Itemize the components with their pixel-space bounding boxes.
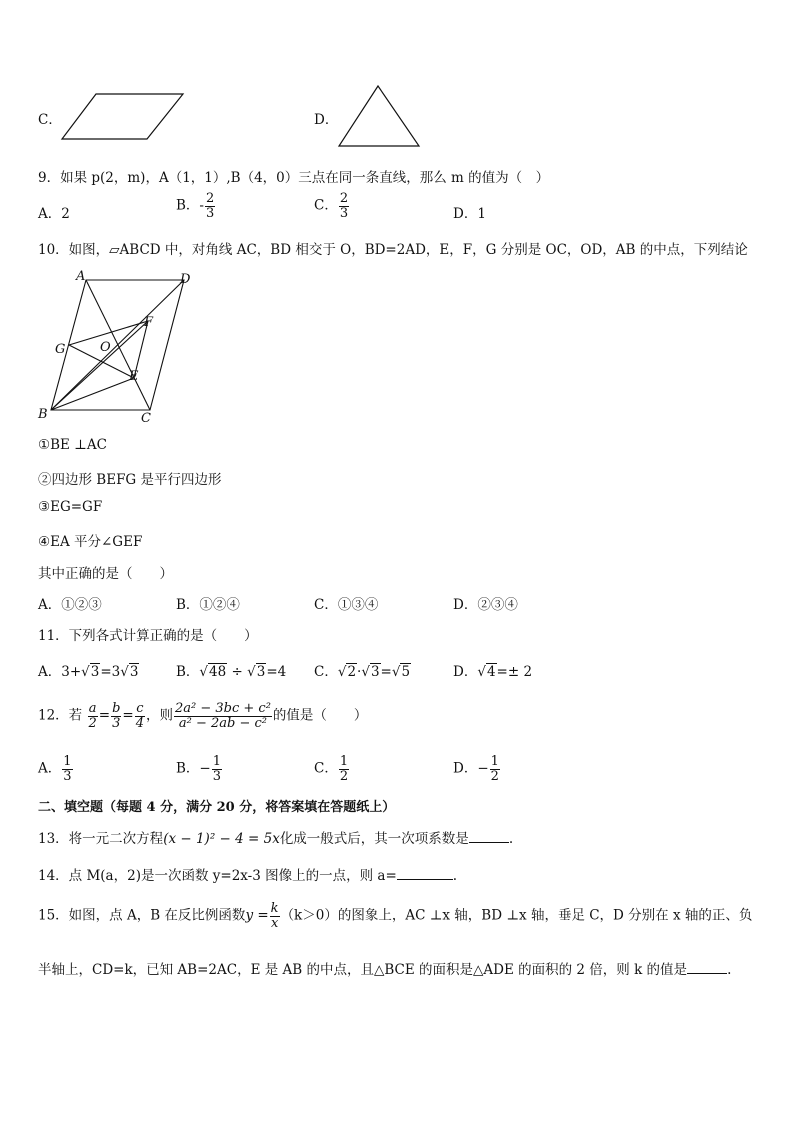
q10-question: 其中正确的是（ ） (38, 566, 173, 582)
q12-option-d: D．− $\frac{1}{2}$ (453, 754, 499, 784)
q9-option-a: A．2 (38, 206, 70, 222)
q10-option-c: C．①③④ (314, 597, 379, 613)
section-heading: 二、填空题（每题 4 分，满分 20 分，将答案填在答题纸上） (38, 800, 396, 815)
label-f: F (144, 315, 154, 330)
q12-option-b: B．− $\frac{1}{3}$ (176, 754, 222, 784)
q12-option-c: C． $\frac{1}{2}$ (314, 754, 349, 784)
label-g: G (55, 342, 66, 357)
label-d: D (180, 272, 191, 287)
parallelogram-figure (60, 92, 186, 142)
label-e: E (129, 369, 139, 384)
q10-stem: 10．如图，▱ABCD 中，对角线 AC，BD 相交于 O，BD=2AD，E，F，G 分别是 OC，OD，AB 的中点，下列结论 (38, 242, 748, 258)
q10-option-a: A．①②③ (38, 597, 102, 613)
q11-stem: 11．下列各式计算正确的是（ ） (38, 628, 258, 644)
q13-answer-blank[interactable] (469, 830, 509, 843)
q12-option-a: A． $\frac{1}{3}$ (38, 754, 72, 784)
q12-stem: 12．若 $\frac{a}{2}$ = $\frac{b}{3}$ = $\frac{c}{4}$ ，则 $\frac{\text{2a² − 3bc + c²}}{\text{a² − 2ab − c²}}$ 的值是（ ） (38, 701, 368, 731)
q11-option-b: B．√48 ÷ √3=4 (176, 664, 287, 680)
q14-stem: 14．点 M(a，2)是一次函数 y=2x-3 图像上的一点，则 a= . (38, 868, 458, 884)
q9-option-c: C． $\frac{2}{3}$ (314, 191, 349, 221)
q15-stem-line1: 15．如图，点 A，B 在反比例函数y = $\frac{k}{x}$ （k＞0）的图象上，AC ⊥x 轴，BD ⊥x 轴，垂足 C，D 分别在 x 轴的正、负 (38, 901, 753, 931)
q10-statement-4: ④EA 平分∠GEF (38, 534, 143, 550)
q10-option-b: B．①②④ (176, 597, 240, 613)
q9-option-d: D．1 (453, 206, 486, 222)
label-a: A (76, 269, 86, 284)
label-o: O (100, 340, 111, 355)
label-b: B (38, 407, 48, 422)
label-c: C (141, 411, 151, 426)
q15-stem-line2: 半轴上，CD=k，已知 AB=2AC，E 是 AB 的中点，且△BCE 的面积是△ADE 的面积的 2 倍，则 k 的值是 . (38, 962, 732, 978)
q8-option-c-label: C． (38, 112, 62, 128)
q9-stem: 9．如果 p(2，m)，A（1，1）,B（4，0）三点在同一条直线，那么 m 的值为（ ） (38, 170, 550, 186)
q8-option-d-label: D． (314, 112, 339, 128)
q10-statement-1: ①BE ⊥AC (38, 437, 107, 453)
q11-option-d: D．√4=± 2 (453, 664, 533, 680)
q11-option-a: A．3+√3=3√3 (38, 664, 139, 680)
q13-stem: 13．将一元二次方程(x − 1)² − 4 = 5x化成一般式后，其一次项系数是 . (38, 831, 514, 847)
q9-option-b: B．- $\frac{2}{3}$ (176, 191, 215, 221)
q15-answer-blank[interactable] (687, 961, 727, 974)
q10-statement-2: ②四边形 BEFG 是平行四边形 (38, 472, 222, 488)
q14-answer-blank[interactable] (397, 867, 453, 880)
parallelogram-abcd-diagram (34, 268, 204, 428)
q10-option-d: D．②③④ (453, 597, 518, 613)
triangle-figure (336, 83, 422, 149)
q11-option-c: C．√2·√3=√5 (314, 664, 411, 680)
q10-statement-3: ③EG=GF (38, 499, 103, 515)
